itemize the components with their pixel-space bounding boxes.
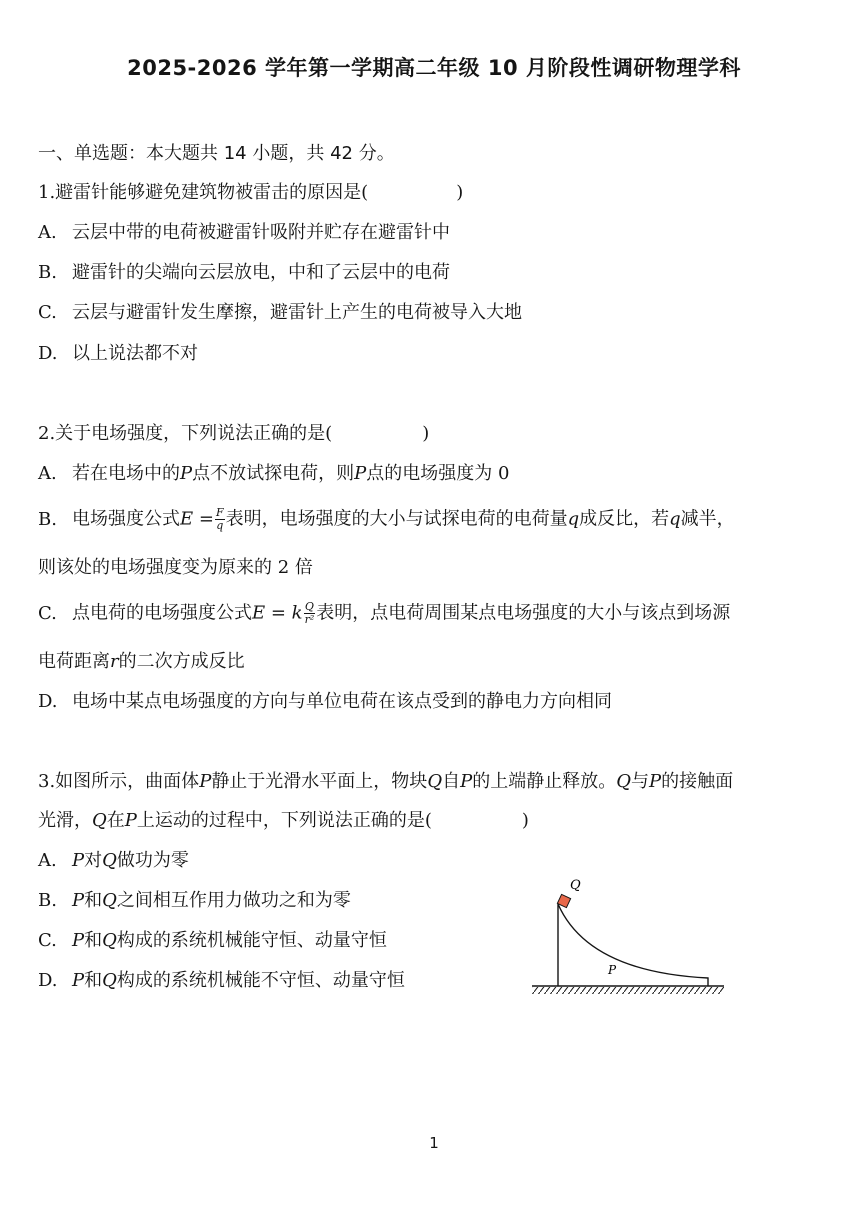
math-variable: Q (616, 771, 631, 792)
option-letter: A. (38, 222, 57, 243)
option-text: 避雷针的尖端向云层放电，中和了云层中的电荷 (72, 262, 450, 283)
question-1-option-b (38, 261, 450, 285)
option-text: 和 (84, 890, 103, 911)
math-variable: q (567, 508, 580, 530)
stem-text: 的上端静止释放。 (472, 771, 617, 792)
question-2-option-c (38, 601, 730, 626)
question-3-option-c (38, 929, 387, 953)
stem-text: 与 (630, 771, 649, 792)
formula-lhs: E = k (252, 602, 303, 624)
question-1-stem (38, 181, 463, 205)
option-letter: A. (38, 463, 57, 484)
math-variable: P (124, 810, 137, 831)
curved-body-figure (528, 872, 728, 1002)
option-letter: D. (38, 970, 58, 991)
fraction-denominator: r² (304, 613, 315, 626)
math-variable: Q (427, 771, 443, 792)
fraction-denominator: q (216, 519, 224, 532)
ground-hatching (532, 987, 724, 994)
question-2-option-d (38, 690, 612, 714)
label-q: Q (570, 878, 581, 893)
stem-text: 光滑， (38, 810, 92, 831)
math-variable: Q (102, 850, 117, 871)
section-heading: 一、单选题：本大题共 14 小题，共 42 分。 (38, 143, 395, 164)
question-3-stem-line-2 (38, 809, 529, 833)
page-number: 1 (429, 1134, 439, 1152)
question-3-close: ) (521, 810, 529, 831)
math-variable: P (199, 771, 212, 792)
stem-text: 自 (442, 771, 461, 792)
option-text: 表明，点电荷周围某点电场强度的大小与该点到场源 (316, 602, 731, 624)
option-letter: A. (38, 850, 57, 871)
math-variable: P (72, 850, 85, 871)
option-text: 做功为零 (116, 850, 189, 871)
option-letter: C. (38, 602, 57, 624)
math-variable: P (648, 771, 662, 792)
option-text: 减半， (680, 508, 735, 530)
option-text: 云层中带的电荷被避雷针吸附并贮存在避雷针中 (72, 222, 450, 243)
curved-body-outline (558, 904, 708, 986)
question-2-text: 2.关于电场强度，下列说法正确的是( (38, 423, 333, 444)
option-text: 点不放试探电荷，则 (192, 463, 355, 484)
question-3-option-b (38, 889, 351, 913)
option-text: 的二次方成反比 (118, 651, 245, 672)
option-text: 成反比，若 (579, 508, 670, 530)
math-variable: Q (92, 810, 107, 831)
question-2-option-a (38, 462, 509, 486)
stem-text: 的接触面 (661, 771, 734, 792)
question-1-option-d (38, 342, 198, 366)
math-variable: P (180, 463, 193, 484)
question-1-text: 1.避雷针能够避免建筑物被雷击的原因是( (38, 182, 369, 203)
question-2-close: ) (422, 423, 430, 444)
option-text: 和 (84, 970, 103, 991)
option-text: 电场强度公式 (72, 508, 180, 530)
question-2-option-b-continuation: 则该处的电场强度变为原来的 2 倍 (38, 557, 313, 578)
stem-text: 上运动的过程中，下列说法正确的是( (136, 810, 432, 831)
math-variable: P (72, 930, 85, 951)
option-text: 之间相互作用力做功之和为零 (116, 890, 351, 911)
stem-text: 3.如图所示，曲面体 (38, 771, 200, 792)
math-variable: r (110, 651, 119, 672)
option-letter: B. (38, 890, 57, 911)
question-1-close: ) (456, 182, 464, 203)
option-letter: D. (38, 691, 58, 712)
question-3-stem-line-1 (38, 770, 733, 794)
math-variable: P (460, 771, 473, 792)
math-variable: Q (102, 930, 117, 951)
question-1-option-c (38, 301, 522, 325)
math-variable: P (354, 463, 367, 484)
label-p: P (608, 963, 617, 977)
question-3-option-d (38, 969, 405, 993)
math-variable: P (72, 970, 85, 991)
option-letter: B. (38, 262, 57, 283)
question-1-option-a (38, 221, 450, 245)
option-text: 构成的系统机械能不守恒、动量守恒 (116, 970, 405, 991)
stem-text: 在 (106, 810, 125, 831)
option-letter: B. (38, 508, 57, 530)
option-text: 以上说法都不对 (72, 343, 198, 364)
option-text: 和 (84, 930, 103, 951)
option-letter: C. (38, 302, 57, 323)
option-text: 构成的系统机械能守恒、动量守恒 (116, 930, 387, 951)
math-variable: P (72, 890, 85, 911)
option-text: 电荷距离 (38, 651, 110, 672)
page-title: 2025-2026 学年第一学期高二年级 10 月阶段性调研物理学科 (127, 56, 741, 80)
math-variable: q (669, 508, 681, 530)
question-3-option-a (38, 849, 189, 873)
question-2-option-c-continuation (38, 650, 245, 674)
option-text: 对 (84, 850, 103, 871)
fraction-numerator: Q (304, 600, 314, 613)
question-2-option-b (38, 507, 735, 532)
math-variable: Q (102, 890, 117, 911)
question-2-stem (38, 422, 429, 446)
option-text: 表明，电场强度的大小与试探电荷的电荷量 (225, 508, 568, 530)
formula-fraction (304, 601, 316, 626)
option-text: 若在电场中的 (72, 463, 180, 484)
fraction-numerator: F (215, 506, 224, 519)
formula-fraction (215, 507, 225, 532)
option-text: 云层与避雷针发生摩擦，避雷针上产生的电荷被导入大地 (72, 302, 522, 323)
stem-text: 静止于光滑水平面上，物块 (211, 771, 428, 792)
math-variable: Q (102, 970, 117, 991)
formula-lhs: E = (180, 508, 214, 530)
option-text: 点电荷的电场强度公式 (72, 602, 252, 624)
option-letter: C. (38, 930, 57, 951)
option-text: 电场中某点电场强度的方向与单位电荷在该点受到的静电力方向相同 (72, 691, 612, 712)
option-text: 点的电场强度为 0 (366, 463, 510, 484)
option-letter: D. (38, 343, 58, 364)
